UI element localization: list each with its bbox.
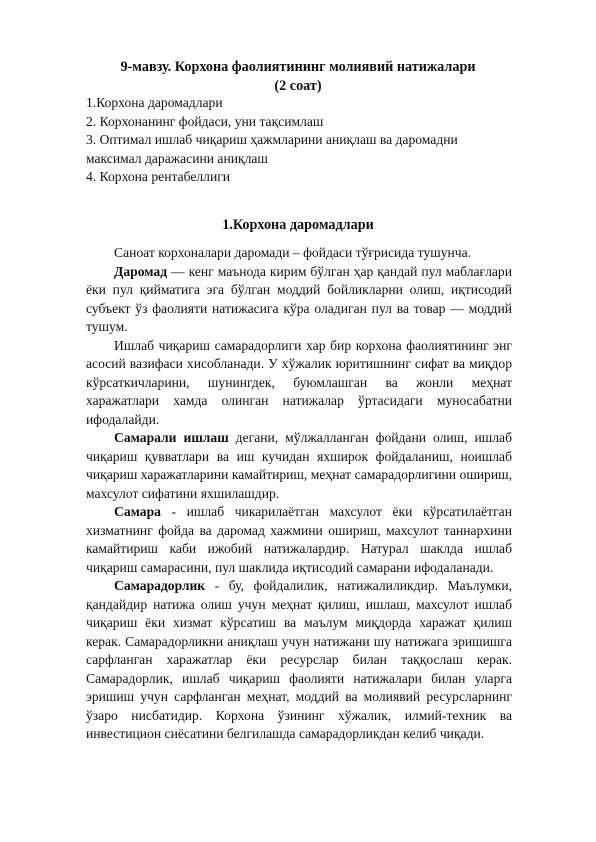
paragraph-text: - ишлаб чикарилаётган махсулот ёки кўрсатилаётган хизматнинг фойда ва даромад хажмини ошириш, махсулот таннархини камайтириш каби ижобий натижалардир. Натурал шаклда ишлаб чиқариш самарасини, пул шаклида иқтисодий самарани ифодаланади. <box>86 504 512 575</box>
paragraph-text: — кенг маънода кирим бўлган ҳар қандай пул маблағлари ёки пул қийматига эга бўлган моддий бойликларни олиш, иқтисодий субъект ўз фаолияти натижасига кўра оладиган пул ва товар — моддий тушум. <box>86 263 512 334</box>
term: Самара <box>114 504 161 519</box>
section-heading: 1.Корхона даромадлари <box>222 217 374 233</box>
paragraph <box>86 337 512 430</box>
document-title <box>84 58 512 95</box>
title-line: 9-мавзу. Корхона фаолиятининг молиявий натижалари <box>120 59 476 75</box>
section-body <box>86 244 512 744</box>
paragraph-text: Ишлаб чиқариш самарадорлиги хар бир корхона фаолиятининг энг асосий вазифаси хисобланади. У хўжалик юритишнинг сифат ва миқдор кўрсаткичларини, шунингдек, буюмлашган ва жонли меҳнат харажатлари хамда олинган натижалар ўртасидаги муносабатни ифодалайди. <box>86 337 512 427</box>
term: Даромад <box>114 263 168 279</box>
paragraph <box>86 577 512 744</box>
outline-item: 4. Корхона рентабеллиги <box>86 169 231 184</box>
paragraph-text: Саноат корхоналари даромади – фойдаси тўғрисида тушунча. <box>114 245 472 260</box>
paragraph-text: дегани, мўлжалланган фойдани олиш, ишлаб чиқариш қувватлари ва иш кучидан яхширок фойдаланиш, ноишлаб чиқариш харажатларини камайтириш, меҳнат самарадорлигини ошириш, махсулот сифатини яхшилашдир. <box>86 430 512 501</box>
outline-item: 1.Корхона даромадлари <box>86 95 223 110</box>
paragraph-text: - бу, фойдалилик, натижалиликдир. Маълумки, қандайдир натижа олиш учун меҳнат қилиш, ишлаш, махсулот ишлаб чиқариш ёки хизмат кўрсатиш ва маълум миқдорда харажат қилиш керак. Самарадорликни аниқлаш учун натижани шу натижага эришишга сарфланган харажатлар ёки ресурслар билан таққослаш керак. Самарадорлик, ишлаб чиқариш фаолияти натижалари билан уларга эришиш учун сарфланган меҳнат, моддий ва молиявий ресурсларнинг ўзаро нисбатидир. Корхона ўзининг хўжалик, илмий-техник ва инвестицион сиёсатини белгилашда самарадорликдан келиб чиқади. <box>86 578 512 741</box>
term: Самарали ишлаш <box>114 430 229 445</box>
paragraph <box>86 263 512 337</box>
outline-item: 3. Оптимал ишлаб чиқариш ҳажмларини аниқлаш ва даромадни максимал даражасини аниқлаш <box>86 132 458 166</box>
topic-outline <box>86 94 512 187</box>
title-hours: (2 соат) <box>274 77 322 94</box>
paragraph <box>86 244 512 263</box>
paragraph <box>86 429 512 503</box>
paragraph <box>86 503 512 577</box>
outline-item: 2. Корхонанинг фойдаси, уни тақсимлаш <box>86 113 324 129</box>
term: Самарадорлик <box>114 578 206 593</box>
